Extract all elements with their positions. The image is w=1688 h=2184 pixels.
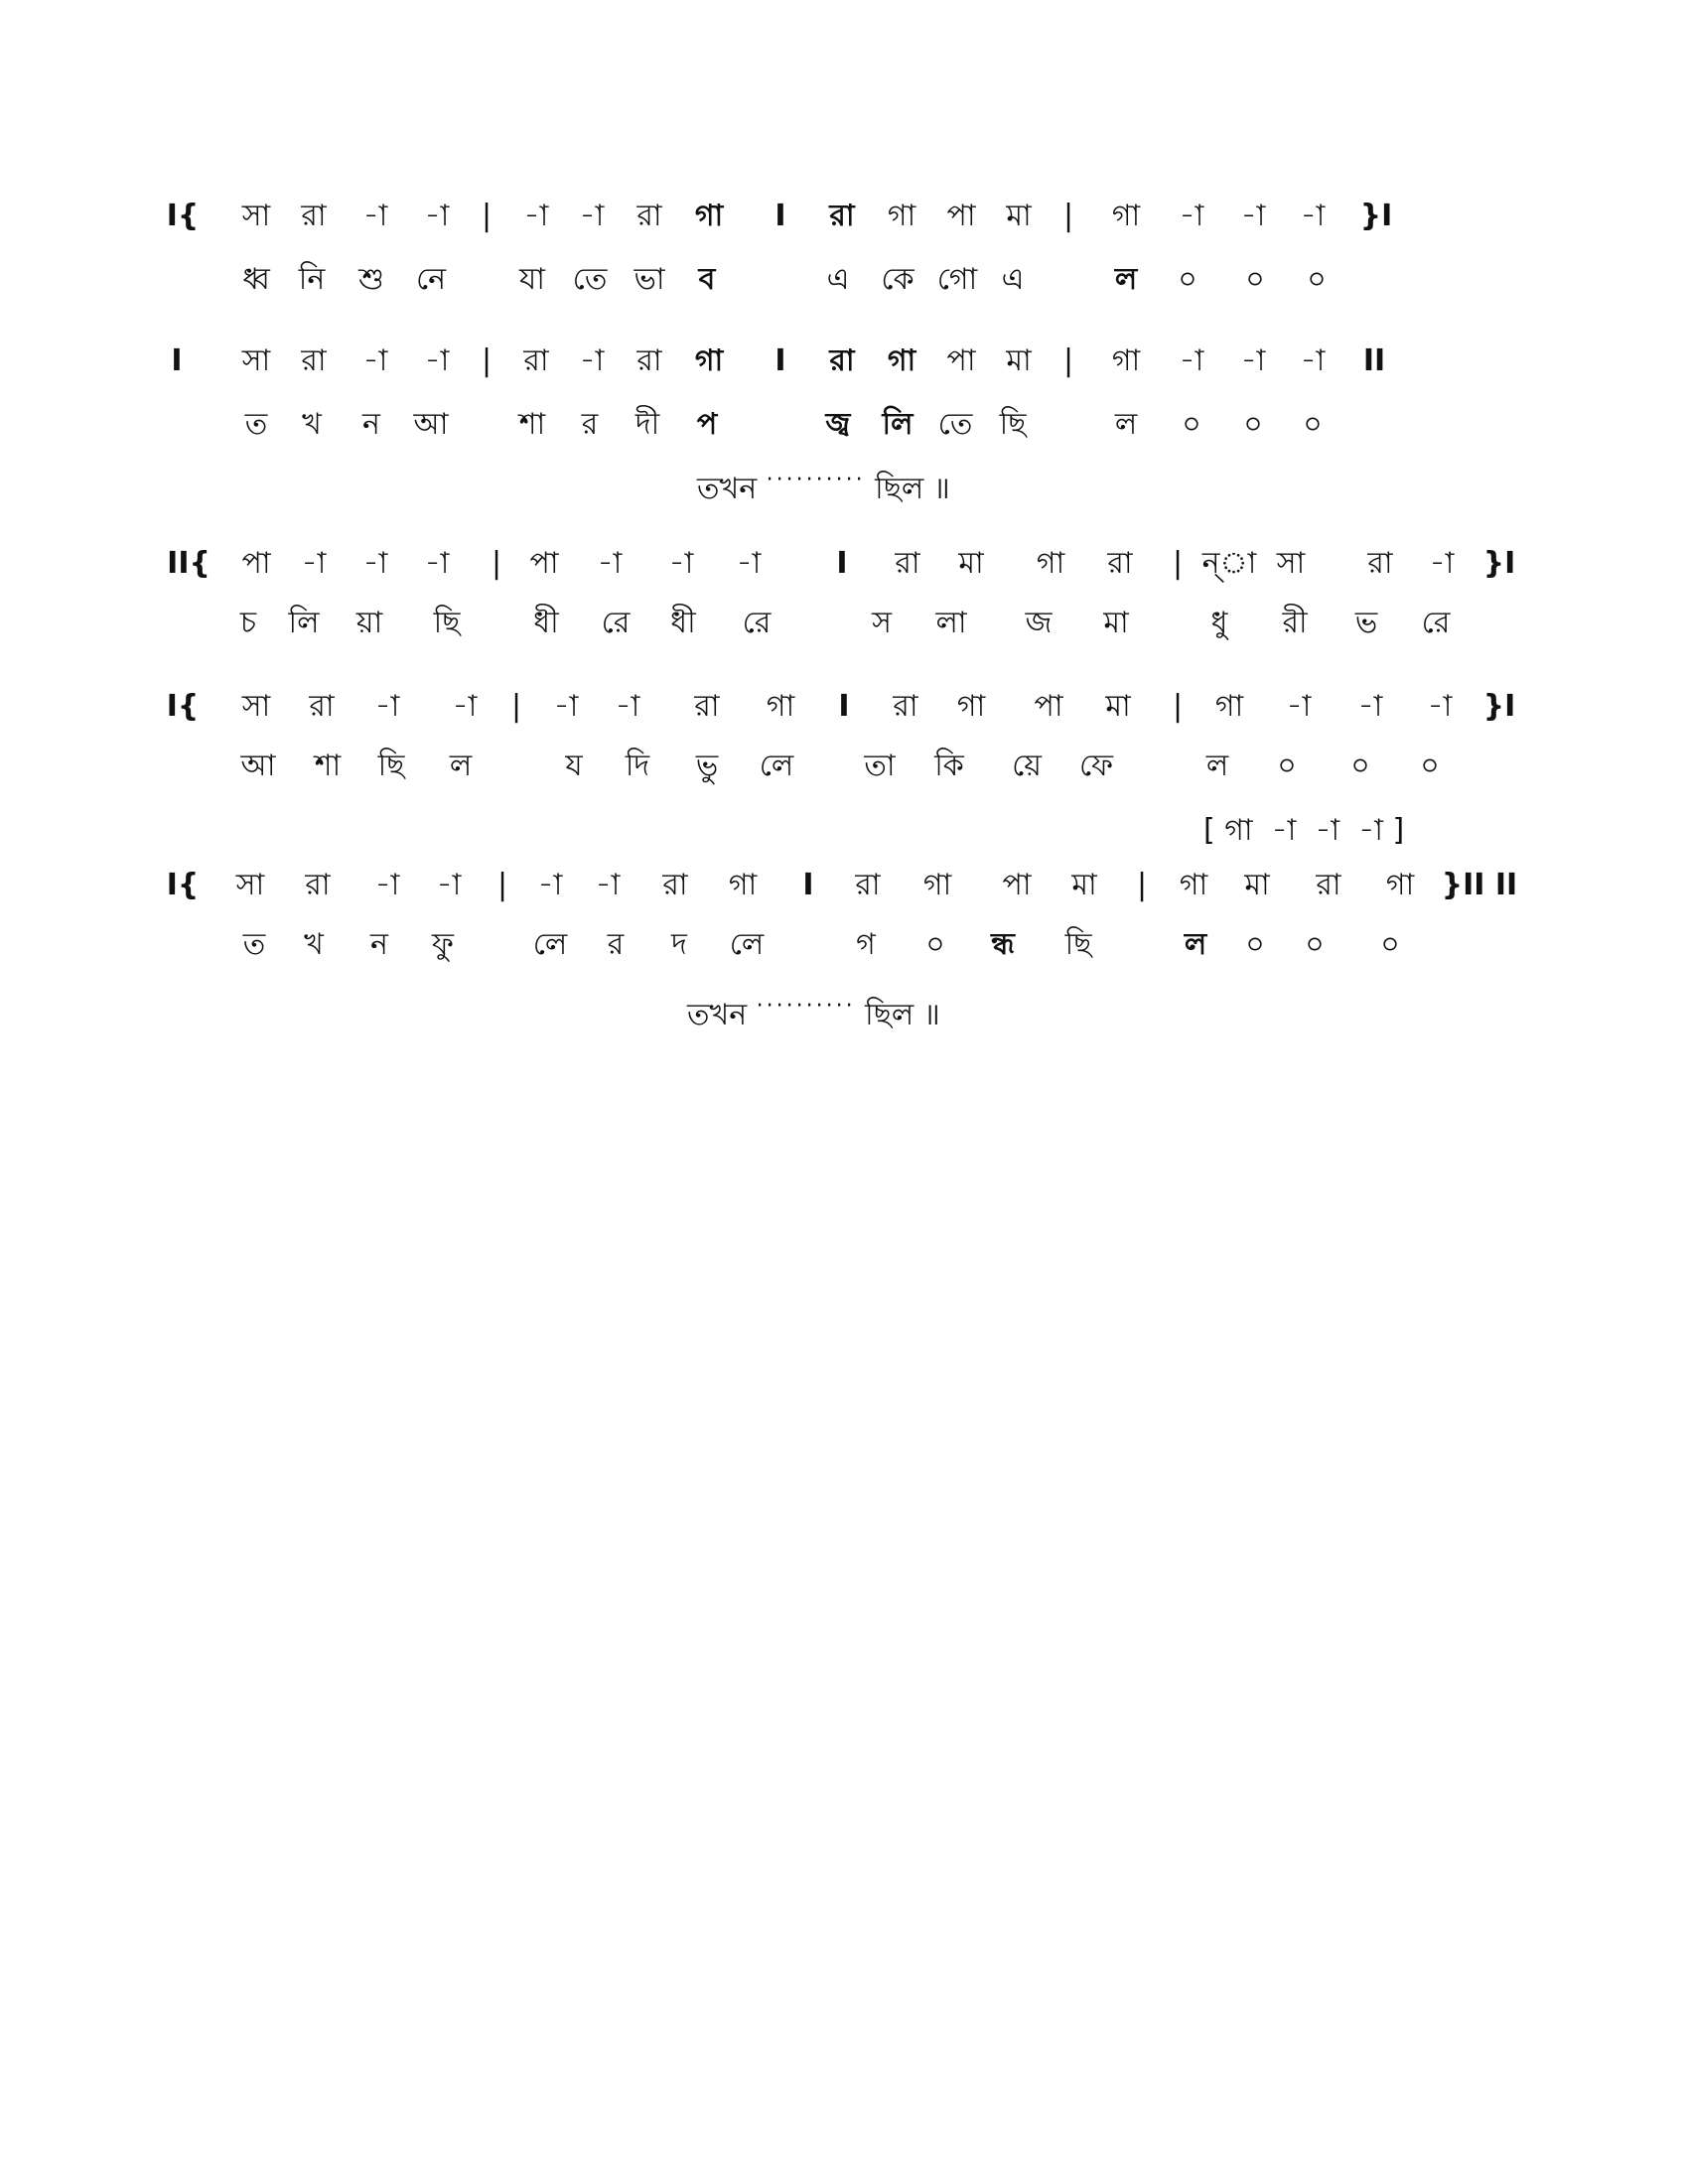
lyric-syllable: দি (625, 749, 650, 783)
lyric-syllable: দী (634, 407, 660, 442)
lyric-syllable: ০ (1245, 927, 1265, 962)
note: রা (893, 689, 918, 724)
note: -া (736, 546, 762, 581)
note: -া (362, 343, 388, 378)
note: -া (553, 689, 579, 724)
lyric-syllable: মা (1103, 606, 1129, 640)
refrain-end: ছিল ॥ (865, 998, 940, 1032)
note: পা (946, 199, 976, 233)
note: গা (1111, 199, 1141, 233)
lyric-syllable: ভা (633, 262, 665, 297)
note: -া (1357, 689, 1383, 724)
note: -া (1300, 343, 1326, 378)
bar-marker: II (1362, 343, 1386, 378)
note: -া (1179, 199, 1204, 233)
lyric-syllable: আ (413, 407, 449, 442)
lyric-syllable: দ (671, 927, 687, 962)
lyric-syllable: ০ (1277, 749, 1297, 783)
note: -া (424, 546, 450, 581)
note: -া (374, 868, 400, 902)
note: মা (958, 546, 984, 581)
refrain-end: ছিল ॥ (875, 472, 950, 506)
note: -া (452, 689, 478, 724)
lyric-syllable: ভ (1354, 606, 1378, 640)
bar-marker: II{ (167, 546, 211, 581)
note: -া (1240, 343, 1266, 378)
note: -া (1300, 199, 1326, 233)
lyric-syllable: ০ (1245, 262, 1265, 297)
lyric-syllable: য (565, 749, 583, 783)
note: রা (1316, 868, 1341, 902)
note: ন্‌া (1201, 546, 1257, 581)
bar-marker: | (510, 689, 522, 724)
note: রা (636, 343, 662, 378)
notation-line-5 (0, 856, 1688, 915)
note: রা (1107, 546, 1133, 581)
lyric-syllable: ০ (925, 927, 945, 962)
bar-marker: }I (1359, 199, 1393, 233)
note: -া (579, 343, 605, 378)
bar-marker: }II II (1441, 868, 1518, 902)
lyric-syllable: তে (572, 262, 608, 297)
note: গা (1385, 868, 1415, 902)
note: -া (374, 689, 400, 724)
refrain-start: তখন (697, 472, 758, 506)
notation-line-1 (0, 187, 1688, 246)
bar-marker: | (1136, 868, 1148, 902)
lyric-syllable: ন (370, 927, 388, 962)
note: -া (597, 546, 623, 581)
lyric-syllable: রে (601, 606, 631, 640)
note: রা (829, 343, 855, 378)
bar-marker: I{ (166, 199, 200, 233)
note: মা (1244, 868, 1270, 902)
note: পা (241, 546, 271, 581)
lyric-syllable: নি (298, 262, 326, 297)
lyric-syllable: ০ (1380, 927, 1400, 962)
bar-marker: I (802, 868, 814, 902)
lyric-syllable: লি (882, 407, 914, 442)
lyric-syllable: এ (1001, 262, 1025, 297)
note: রা (662, 868, 688, 902)
note: গা (1179, 868, 1208, 902)
note: রা (523, 343, 549, 378)
lyric-syllable: খ (304, 927, 324, 962)
lyric-syllable: ০ (1350, 749, 1370, 783)
notation-line-3 (0, 534, 1688, 594)
note: গা (922, 868, 952, 902)
note: পা (946, 343, 976, 378)
lyric-syllable: কি (934, 749, 964, 783)
lyric-line-5 (0, 915, 1688, 975)
note: -া (537, 868, 563, 902)
note: গা (1111, 343, 1141, 378)
note: -া (362, 546, 388, 581)
lyric-syllable: প (696, 407, 718, 442)
note: -া (424, 343, 450, 378)
note: সা (241, 689, 271, 724)
notation-line-2 (0, 332, 1688, 391)
note: -া (1286, 689, 1312, 724)
lyric-syllable: জ্ব (825, 407, 851, 442)
lyric-syllable: আ (240, 749, 276, 783)
lyric-syllable: গ (856, 927, 876, 962)
note: মা (1006, 199, 1032, 233)
lyric-syllable: লে (759, 749, 794, 783)
bar-marker: | (496, 868, 508, 902)
lyric-syllable: ছি (999, 407, 1027, 442)
lyric-syllable: ত (244, 407, 268, 442)
lyric-syllable: এ (826, 262, 850, 297)
lyric-syllable: যা (519, 262, 545, 297)
lyric-syllable: ছি (377, 749, 405, 783)
lyric-line-3 (0, 594, 1688, 653)
lyric-syllable: ব (698, 262, 716, 297)
lyric-syllable: রে (742, 606, 772, 640)
bar-marker: I (836, 546, 848, 581)
lyric-syllable: লে (532, 927, 568, 962)
note: -া (436, 868, 462, 902)
lyric-syllable: ০ (1243, 407, 1263, 442)
lyric-syllable: ল (449, 749, 473, 783)
bar-marker: }I (1482, 546, 1516, 581)
note: রা (309, 689, 335, 724)
bar-marker: I (171, 343, 183, 378)
note: সা (241, 343, 271, 378)
refrain-line-2 (687, 991, 940, 1041)
bar-marker: I{ (166, 689, 200, 724)
bar-marker: | (481, 343, 492, 378)
lyric-syllable: ধ্ব (242, 262, 270, 297)
note: গা (887, 343, 916, 378)
lyric-syllable: ধী (670, 606, 696, 640)
lyric-line-2 (0, 395, 1688, 455)
bar-marker: }I (1482, 689, 1516, 724)
lyric-syllable: লি (288, 606, 320, 640)
note: পা (1034, 689, 1063, 724)
note: -া (615, 689, 640, 724)
lyric-syllable: ০ (1178, 262, 1197, 297)
note: রা (855, 868, 881, 902)
note: সা (1276, 546, 1306, 581)
lyric-syllable: জ (1025, 606, 1053, 640)
note: -া (579, 199, 605, 233)
note: সা (235, 868, 265, 902)
notation-line-4 (0, 677, 1688, 737)
lyric-syllable: ল (1184, 927, 1207, 962)
note: মা (1105, 689, 1131, 724)
lyric-syllable: শা (518, 407, 546, 442)
note: রা (694, 689, 720, 724)
note: গা (956, 689, 986, 724)
refrain-start: তখন (687, 998, 748, 1032)
lyric-syllable: শা (314, 749, 342, 783)
note: গা (728, 868, 758, 902)
note: -া (668, 546, 694, 581)
bar-marker: | (481, 199, 492, 233)
lyric-syllable: য়া (355, 606, 383, 640)
lyric-syllable: শু (358, 262, 384, 297)
lyric-syllable: ত (242, 927, 266, 962)
lyric-syllable: গো (936, 262, 978, 297)
note: রা (301, 343, 327, 378)
note: রা (301, 199, 327, 233)
lyric-syllable: র (607, 927, 625, 962)
note: পা (1002, 868, 1032, 902)
bar-marker: I (774, 199, 786, 233)
note: রা (895, 546, 920, 581)
lyric-syllable: তে (937, 407, 973, 442)
note: গা (694, 343, 724, 378)
note: -া (1427, 689, 1453, 724)
note: সা (241, 199, 271, 233)
lyric-syllable: ফে (1078, 749, 1114, 783)
lyric-syllable: লা (935, 606, 967, 640)
refrain-dots: ·········· (756, 994, 856, 1019)
lyric-syllable: ০ (1307, 262, 1327, 297)
lyric-syllable: ল (1114, 407, 1138, 442)
lyric-syllable: খ (302, 407, 322, 442)
lyric-syllable: ০ (1305, 927, 1325, 962)
lyric-syllable: ন (362, 407, 380, 442)
bar-marker: | (1062, 199, 1074, 233)
lyric-syllable: ভু (695, 749, 719, 783)
lyric-syllable: রী (1282, 606, 1308, 640)
refrain-dots: ·········· (766, 468, 866, 492)
note: রা (1367, 546, 1393, 581)
note: গা (694, 199, 724, 233)
bar-marker: | (1062, 343, 1074, 378)
lyric-syllable: ল (1114, 262, 1138, 297)
note: রা (305, 868, 331, 902)
lyric-syllable: রে (1421, 606, 1451, 640)
note: গা (1036, 546, 1065, 581)
note: -া (1240, 199, 1266, 233)
lyric-syllable: তা (864, 749, 896, 783)
lyric-syllable: ০ (1182, 407, 1201, 442)
lyric-syllable: কে (881, 262, 914, 297)
lyric-syllable: লে (729, 927, 765, 962)
lyric-syllable: ল (1205, 749, 1229, 783)
lyric-syllable: ধী (533, 606, 559, 640)
note: গা (766, 689, 795, 724)
note: -া (424, 199, 450, 233)
note: গা (887, 199, 916, 233)
lyric-syllable: ধু (1210, 606, 1228, 640)
note: -া (595, 868, 621, 902)
note: -া (301, 546, 327, 581)
lyric-syllable: ন্ধ (991, 927, 1015, 962)
note: গা (1214, 689, 1244, 724)
alternate-ending: [ গা -া -া -া ] (1203, 813, 1405, 848)
note: -া (1429, 546, 1455, 581)
lyric-line-1 (0, 250, 1688, 310)
note: মা (1006, 343, 1032, 378)
note: রা (829, 199, 855, 233)
refrain-line-1 (697, 465, 950, 515)
lyric-syllable: ছি (1064, 927, 1092, 962)
lyric-line-4 (0, 737, 1688, 796)
bar-marker: | (1172, 689, 1184, 724)
lyric-syllable: চ (239, 606, 257, 640)
bar-marker: I{ (166, 868, 200, 902)
note: পা (529, 546, 559, 581)
note: মা (1071, 868, 1097, 902)
lyric-syllable: র (581, 407, 599, 442)
bar-marker: | (1172, 546, 1184, 581)
lyric-syllable: নে (415, 262, 447, 297)
note: -া (1179, 343, 1204, 378)
note: -া (523, 199, 549, 233)
lyric-syllable: ছি (433, 606, 461, 640)
note: -া (362, 199, 388, 233)
lyric-syllable: স (872, 606, 892, 640)
lyric-syllable: য়ে (1012, 749, 1042, 783)
note: রা (636, 199, 662, 233)
bar-marker: I (838, 689, 850, 724)
lyric-syllable: ০ (1420, 749, 1440, 783)
lyric-syllable: ফু (432, 927, 454, 962)
bar-marker: | (491, 546, 502, 581)
bar-marker: I (774, 343, 786, 378)
lyric-syllable: ০ (1303, 407, 1323, 442)
